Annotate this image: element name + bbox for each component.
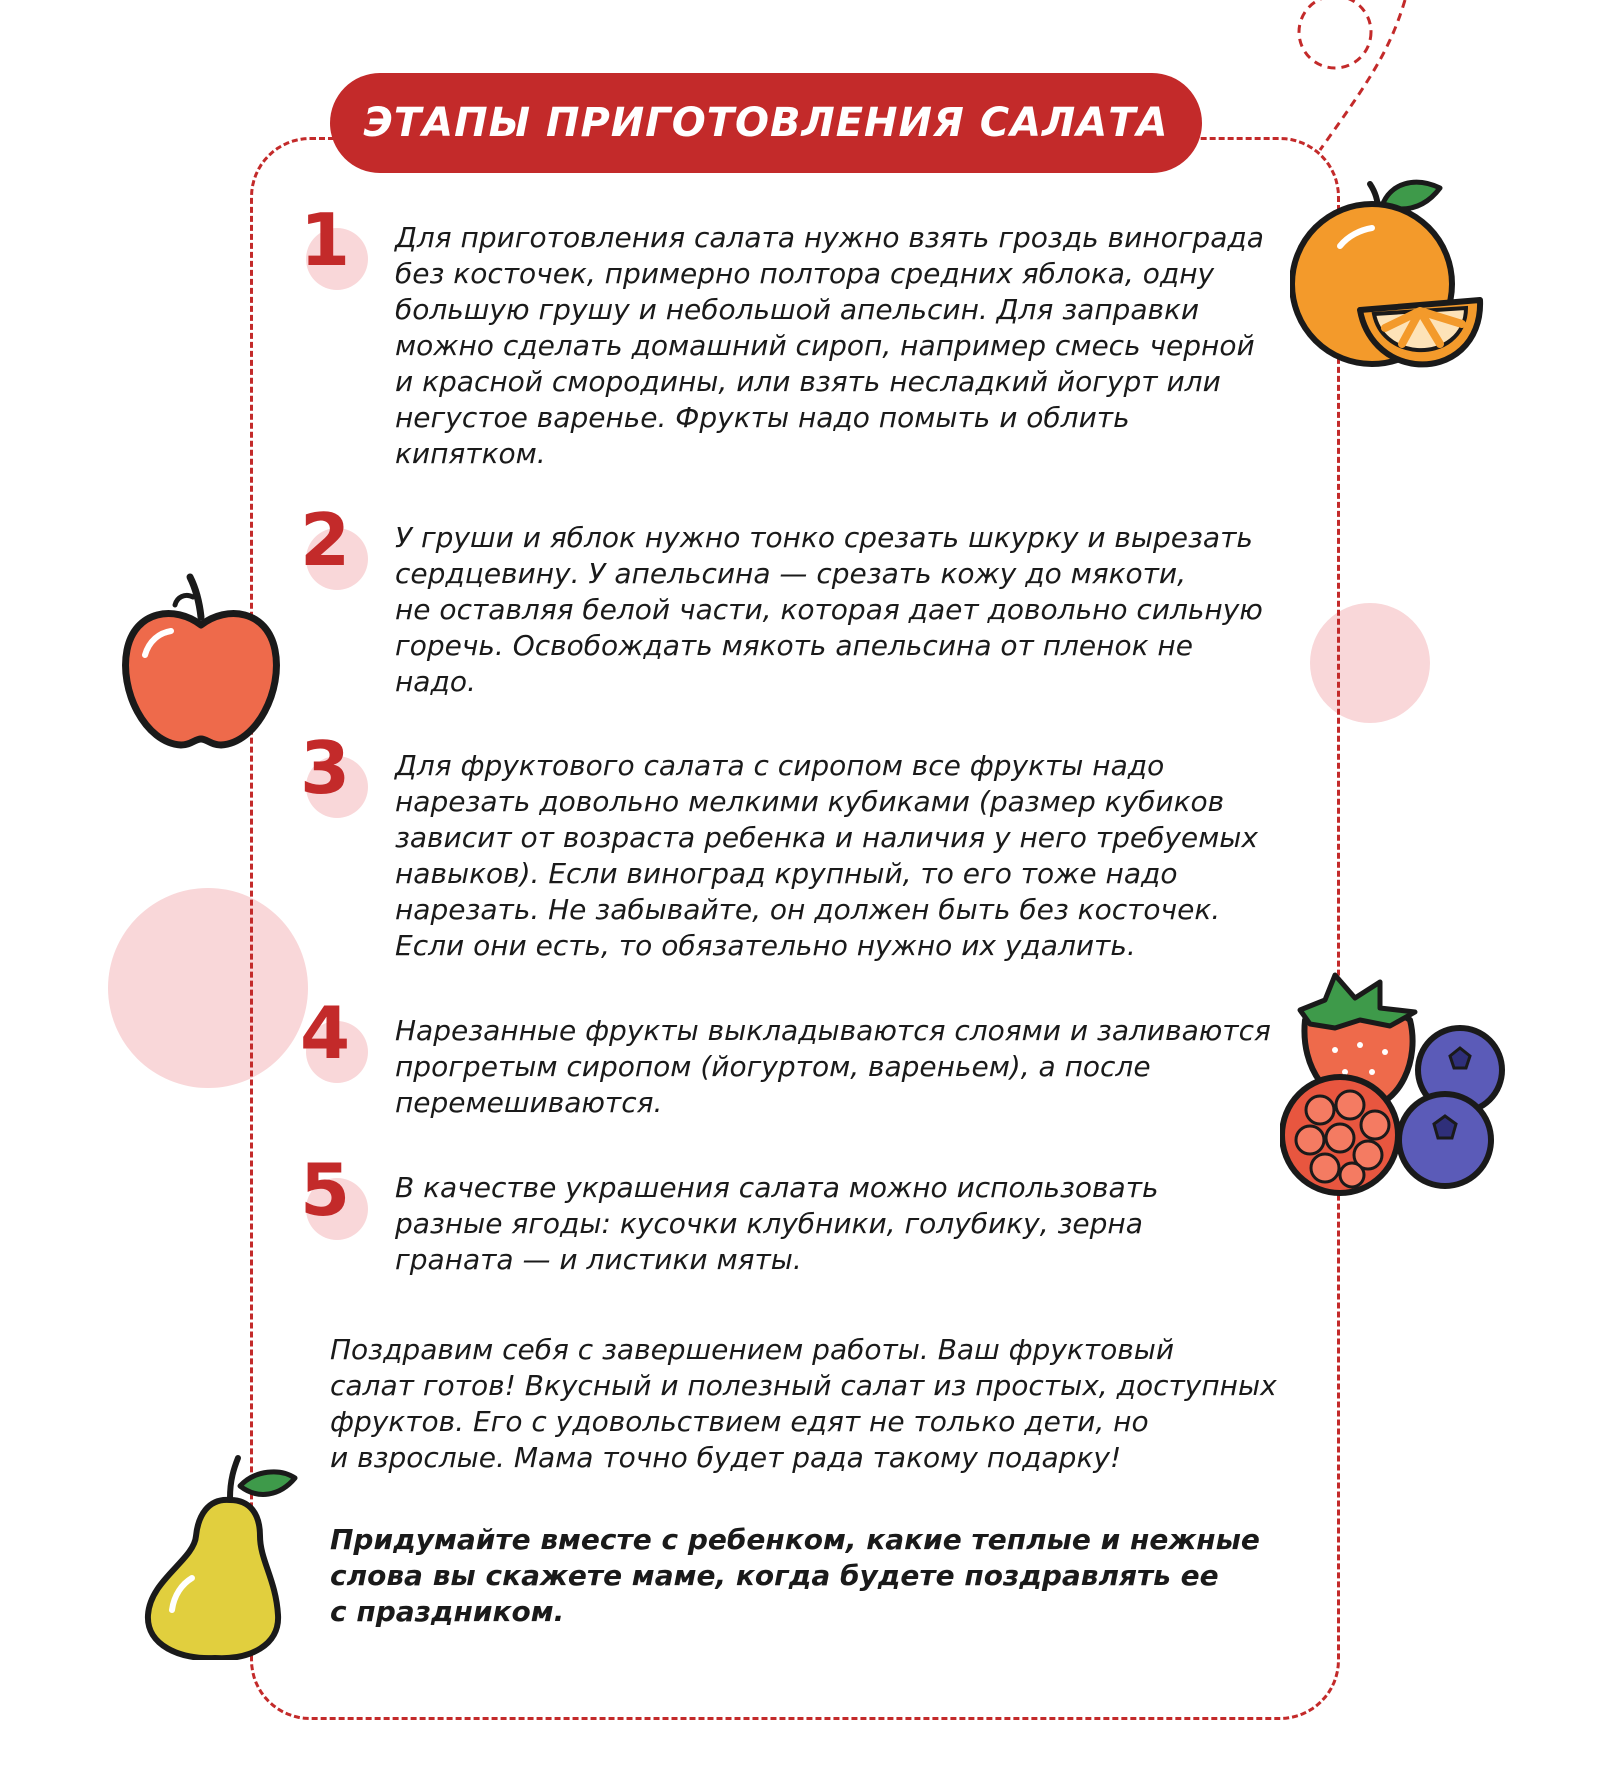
step-text: В качестве украшения салата можно использовать разные ягоды: кусочки клубники, голубику, зерна граната — и листики мяты. [395, 1171, 1159, 1276]
step-number: 5 [300, 1148, 351, 1232]
step-text: Нарезанные фрукты выкладываются слоями и заливаются прогретым сиропом (йогуртом, вареньем), а после перемешиваются. [395, 1014, 1271, 1119]
berries-icon [1280, 960, 1520, 1210]
step-number-badge [300, 1148, 370, 1240]
step-number-badge [300, 991, 370, 1083]
step-text: Для фруктового салата с сиропом все фрукты надо нарезать довольно мелкими кубиками (размер кубиков зависит от возраста ребенка и наличия у него требуемых навыков). Если виноград крупный, то его тоже надо нарезать. Не забывайте, он должен быть без косточек. Если они есть, то обязательно нужно их удалить. [395, 749, 1258, 962]
step-number-badge [300, 198, 370, 290]
step-number: 2 [300, 498, 351, 582]
pear-icon [130, 1450, 310, 1660]
call-to-action: Придумайте вместе с ребенком, какие теплые и нежные слова вы скажете маме, когда будете поздравлять ее с праздником. [330, 1523, 1260, 1628]
orange-icon [1290, 168, 1490, 378]
page-title: ЭТАПЫ ПРИГОТОВЛЕНИЯ САЛАТА [363, 100, 1169, 146]
step-number-badge [300, 498, 370, 590]
step-text: Для приготовления салата нужно взять гроздь винограда без косточек, примерно полтора средних яблока, одну большую грушу и небольшой апельсин. Для заправки можно сделать домашний сироп, например смесь черной и красной смородины, или взять несладкий йогурт или негустое варенье. Фрукты надо помыть и облить кипятком. [395, 221, 1264, 470]
closing-paragraph: Поздравим себя с завершением работы. Ваш фруктовый салат готов! Вкусный и полезный салат из простых, доступных фруктов. Его с удовольствием едят не только дети, но и взрослые. Мама точно будет рада такому подарку! [330, 1333, 1277, 1474]
step-number: 4 [300, 991, 351, 1075]
step-number: 3 [300, 726, 351, 810]
step-text: У груши и яблок нужно тонко срезать шкурку и вырезать сердцевину. У апельсина — срезать кожу до мякоти, не оставляя белой части, которая дает довольно сильную горечь. Освобождать мякоть апельсина от пленок не надо. [395, 521, 1263, 698]
step-number: 1 [300, 198, 351, 282]
decor-dashed-path [1260, 0, 1420, 160]
step-number-badge [300, 726, 370, 818]
title-banner [330, 73, 1202, 173]
apple-icon [115, 565, 285, 755]
